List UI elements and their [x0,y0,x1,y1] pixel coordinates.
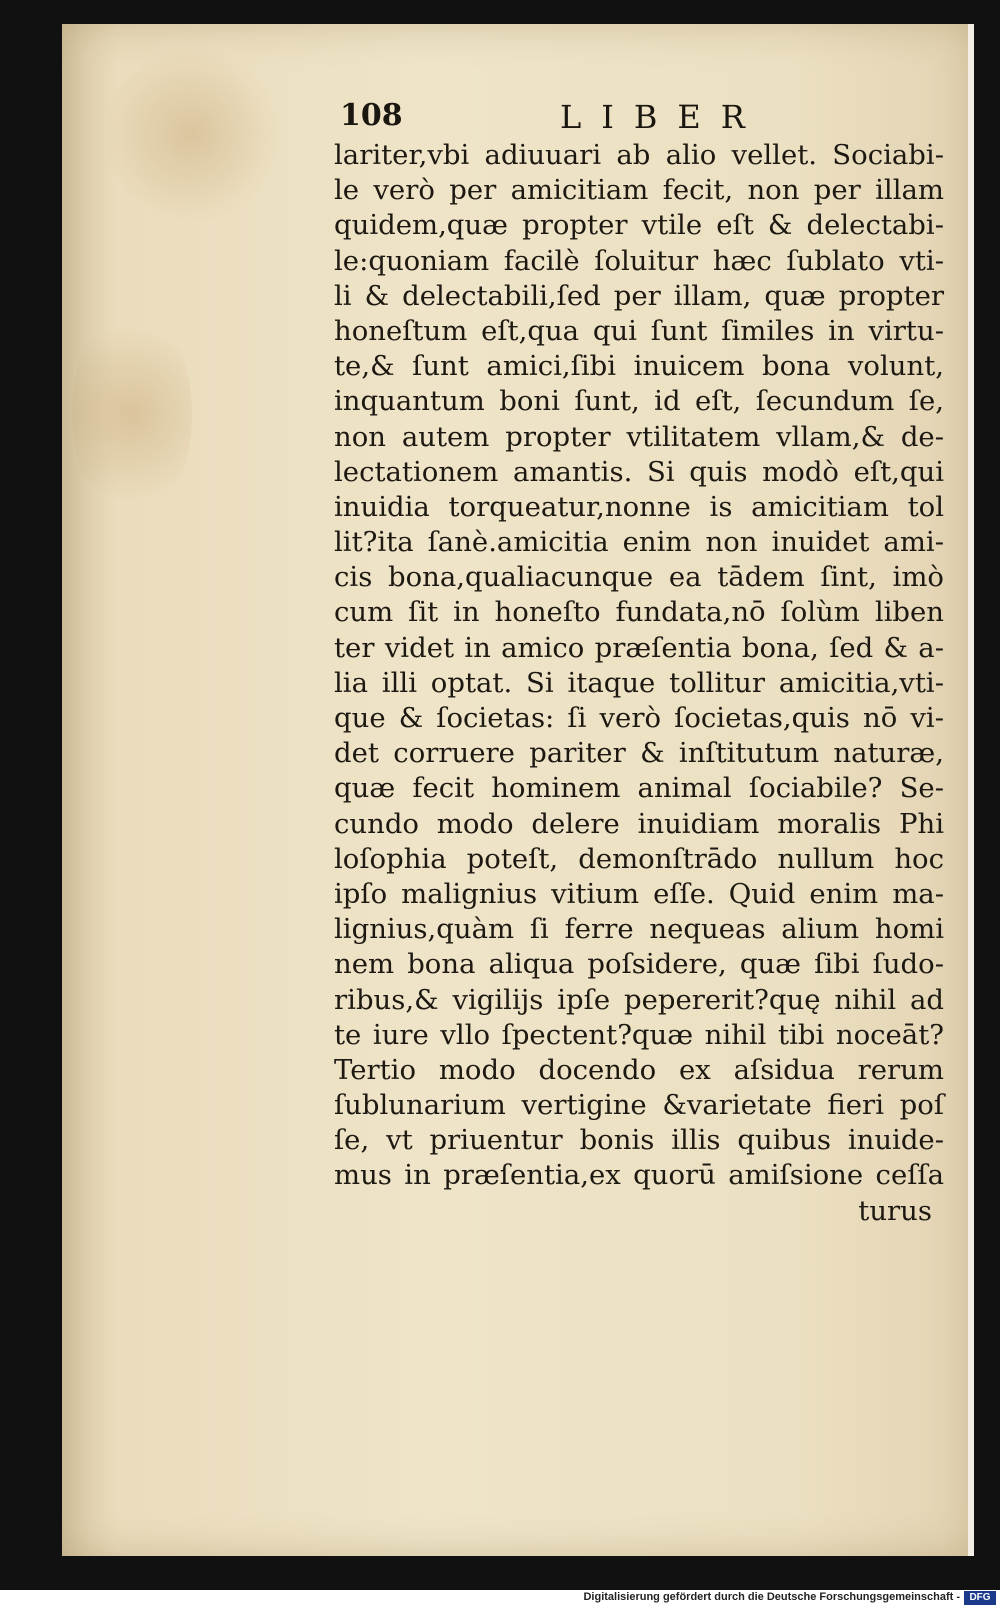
catchword: turus [858,1194,932,1227]
text-line: Tertio modo docendo ex aſsidua rerum [334,1053,944,1086]
text-line: le verò per amicitiam fecit, non per illam [334,174,944,207]
text-line: ipſo malignius vitium eſſe. Quid enim ma- [334,877,944,910]
paper-stain [102,44,282,224]
text-line: ſublunarium vertigine &varietate fieri poſ [334,1089,944,1122]
text-line: lia illi optat. Si itaque tollitur amicitia,vti- [334,666,944,699]
text-line: lignius,quàm ſi ferre nequeas alium homi [334,913,944,946]
text-line: non autem propter vtilitatem vllam,& de- [334,420,944,453]
text-line: le:quoniam facilè ſoluitur hæc ſublato vti- [334,244,944,277]
text-line: que & ſocietas: ſi verò ſocietas,quis nō vi- [334,702,944,734]
text-line: lectationem amantis. Si quis modò eſt,qui [334,455,944,488]
text-line: ſe, vt priuentur bonis illis quibus inuide- [334,1124,944,1157]
funding-credit: Digitalisierung gefördert durch die Deutsche Forschungsgemeinschaft - [583,1591,960,1603]
text-line: inquantum boni ſunt, id eſt, ſecundum ſe, [334,385,944,418]
text-line: lariter,vbi adiuuari ab alio vellet. Sociabi- [334,139,944,171]
paper-stain [72,304,192,524]
page-number: 108 [340,98,403,133]
text-line: inuidia torqueatur,nonne is amicitiam tol [334,490,944,523]
text-line: ter videt in amico præſentia bona, ſed & a- [334,631,944,664]
text-line: mus in præſentia,ex quorū amiſsione ceſſa [334,1159,944,1192]
text-line: te iure vllo ſpectent?quæ nihil tibi noceāt? [334,1018,944,1051]
text-line: te,& ſunt amici,ſibi inuicem bona volunt, [334,350,944,383]
page-header [340,98,780,138]
page-edge [968,24,974,1556]
text-line: det corruere pariter & inſtitutum naturæ, [334,737,944,770]
footer-bar [0,1590,1000,1607]
text-line: honeſtum eſt,qua qui ſunt ſimiles in virtu- [334,314,944,347]
body-text [334,138,944,1229]
text-line: li & delectabili,ſed per illam, quæ propter [334,279,944,312]
text-line: cis bona,qualiacunque ea tādem ſint, imò [334,561,944,594]
text-line: nem bona aliqua poſsidere, quæ ſibi ſudo- [334,948,944,981]
text-line: ribus,& vigilijs ipſe pepererit?quę nihil ad [334,983,944,1016]
text-line: loſophia poteſt, demonſtrādo nullum hoc [334,842,944,875]
text-line: quidem,quæ propter vtile eſt & delectabi- [334,209,944,242]
text-line: lit?ita ſanè.amicitia enim non inuidet ami- [334,526,944,559]
dfg-logo: DFG [964,1591,996,1605]
text-line: quæ fecit hominem animal ſociabile? Se- [334,772,944,805]
text-line: cum ſit in honeſto fundata,nō ſolùm liben [334,596,944,629]
running-head: LIBER [560,98,765,136]
text-line: cundo modo delere inuidiam moralis Phi [334,807,944,840]
